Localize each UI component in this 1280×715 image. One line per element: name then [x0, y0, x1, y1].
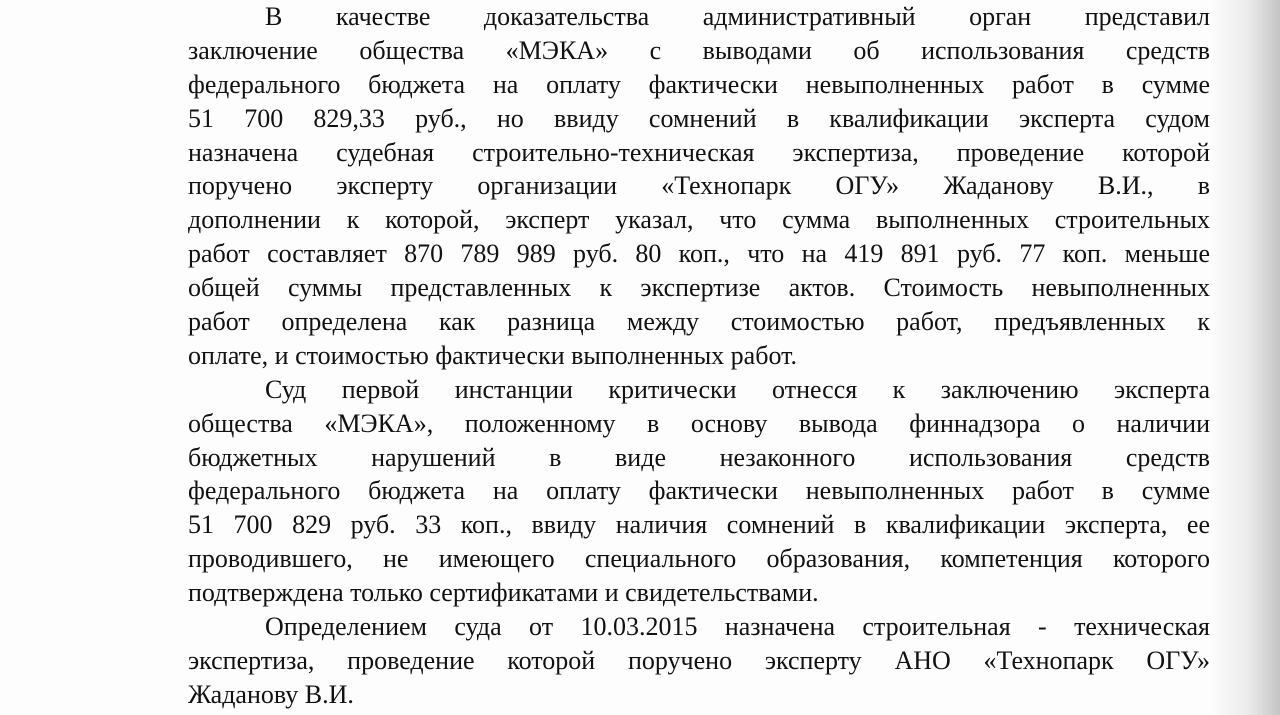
text-line: проводившего, не имеющего специального образования, компетенция которого: [188, 544, 1210, 574]
page-edge-shadow: [1210, 0, 1280, 715]
text-line: общества «МЭКА», положенному в основу вывода финнадзора о наличии: [188, 408, 1210, 438]
text-line: общей суммы представленных к экспертизе актов. Стоимость невыполненных: [188, 273, 1210, 303]
paragraph: [188, 610, 1210, 712]
paragraph: [188, 373, 1210, 610]
text-line: В качестве доказательства административный орган представил: [265, 2, 1210, 31]
paragraph: [188, 0, 1210, 373]
text-line: 51 700 829,33 руб., но ввиду сомнений в квалификации эксперта судом: [188, 103, 1210, 133]
text-line: назначена судебная строительно-техническая экспертиза, проведение которой: [188, 137, 1210, 167]
text-line: дополнении к которой, эксперт указал, что сумма выполненных строительных: [188, 205, 1210, 235]
text-line: экспертиза, проведение которой поручено эксперту АНО «Технопарк ОГУ»: [188, 645, 1210, 675]
text-line: 51 700 829 руб. 33 коп., ввиду наличия сомнений в квалификации эксперта, ее: [188, 510, 1210, 540]
text-line: подтверждена только сертификатами и свидетельствами.: [188, 578, 819, 608]
text-line: федерального бюджета на оплату фактически невыполненных работ в сумме: [188, 476, 1210, 506]
text-line: Суд первой инстанции критически отнесся к заключению эксперта: [265, 374, 1210, 404]
text-line: заключение общества «МЭКА» с выводами об использования средств: [188, 35, 1210, 65]
text-line: работ определена как разница между стоимостью работ, предъявленных к: [188, 307, 1210, 337]
text-line: бюджетных нарушений в виде незаконного использования средств: [188, 442, 1210, 472]
text-line: поручено эксперту организации «Технопарк ОГУ» Жаданову В.И., в: [188, 171, 1210, 201]
text-line: работ составляет 870 789 989 руб. 80 коп., что на 419 891 руб. 77 коп. меньше: [188, 239, 1210, 269]
text-line: федерального бюджета на оплату фактически невыполненных работ в сумме: [188, 69, 1210, 99]
text-line: Определением суда от 10.03.2015 назначена строительная - техническая: [265, 612, 1210, 642]
text-line: Жаданову В.И.: [188, 679, 354, 709]
text-line: оплате, и стоимостью фактически выполненных работ.: [188, 340, 798, 370]
document-text: [188, 0, 1210, 712]
